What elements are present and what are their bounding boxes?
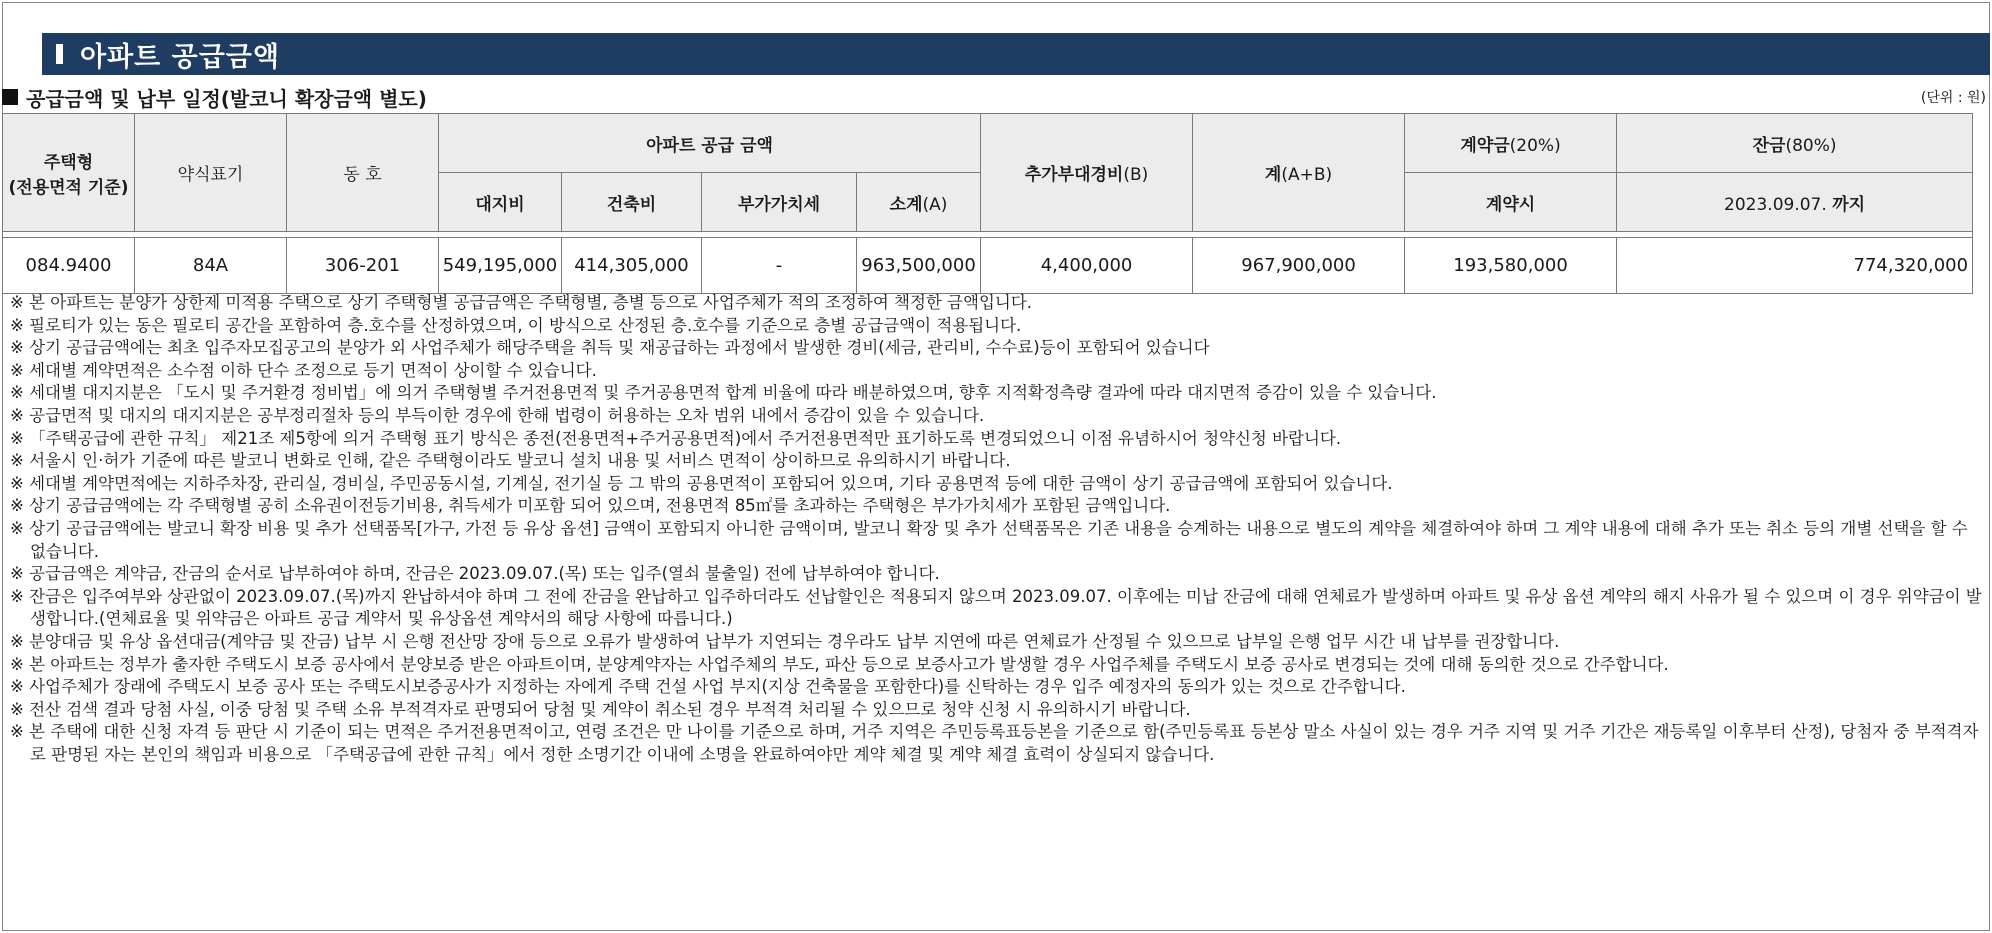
- cell-abbrev: 84A: [135, 238, 287, 294]
- cell-total: 967,900,000: [1193, 238, 1405, 294]
- note-item: ※ 잔금은 입주여부와 상관없이 2023.09.07.(목)까지 완납하셔야 하며 그 전에 잔금을 완납하고 입주하더라도 선납할인은 적용되지 않으며 2023.09.07. 이후에는 미납 잔금에 대해 연체료가 발생하며 아파트 및 유상 옵션 계약의 해지 사유가 될 수 있으며 이 경우 위약금이 발생합니다.(연체료율 및 위약금은 아파트 공급 계약서 및 유상옵션 계약서의 해당 사항에 따릅니다.): [10, 586, 1982, 629]
- header-unit: 동 호: [287, 114, 439, 232]
- header-deposit-when: 계약시: [1405, 173, 1617, 232]
- note-item: ※ 전산 검색 결과 당첨 사실, 이중 당첨 및 주택 소유 부적격자로 판명되어 당첨 및 계약이 취소된 경우 부적격 처리될 수 있으므로 청약 신청 시 유의하시기 바랍니다.: [10, 699, 1191, 719]
- header-subtotal: 소계(A): [857, 173, 981, 232]
- unit-label: (단위 : 원): [1920, 90, 1986, 106]
- cell-land: 549,195,000: [439, 238, 562, 294]
- note-item: ※ 공급금액은 계약금, 잔금의 순서로 납부하여야 하며, 잔금은 2023.09.07.(목) 또는 입주(열쇠 불출일) 전에 납부하여야 합니다.: [10, 564, 940, 584]
- cell-vat: -: [702, 238, 857, 294]
- note-item: ※ 세대별 대지지분은 「도시 및 주거환경 정비법」에 의거 주택형별 주거전용면적 및 주거공용면적 합계 비율에 따라 배분하였으며, 향후 지적확정측량 결과에 따라 대지면적 증감이 있을 수 있습니다.: [10, 383, 1437, 403]
- header-land: 대지비: [439, 173, 562, 232]
- header-type-sub: (전용면적 기준): [8, 177, 129, 198]
- cell-subtotal: 963,500,000: [857, 238, 981, 294]
- header-type: [3, 114, 135, 232]
- header-supply-group: 아파트 공급 금액: [439, 114, 981, 173]
- note-item: ※ 본 주택에 대한 신청 자격 등 판단 시 기준이 되는 면적은 주거전용면적이고, 연령 조건은 만 나이를 기준으로 하며, 거주 지역은 주민등록표등본을 기준으로 함(주민등록표 등본상 말소 사실이 있는 경우 거주 지역 및 거주 기간은 재등록일 이후부터 산정), 당첨자 중 부적격자로 판명된 자는 본인의 책임과 비용으로 「주택공급에 관한 규칙」에서 정한 소명기간 이내에 소명을 완료하여야만 계약 체결 및 계약 체결 효력이 상실되지 않습니다.: [10, 722, 1979, 764]
- note-item: ※ 필로티가 있는 동은 필로티 공간을 포함하여 층.호수를 산정하였으며, 이 방식으로 산정된 층.호수를 기준으로 층별 공급금액이 적용됩니다.: [10, 315, 1022, 335]
- subheading-text: 공급금액 및 납부 일정(발코니 확장금액 별도): [26, 86, 427, 111]
- header-vat: 부가가치세: [702, 173, 857, 232]
- banner-bar-icon: [56, 44, 63, 64]
- cell-building: 414,305,000: [562, 238, 702, 294]
- note-item: ※ 세대별 계약면적에는 지하주차장, 관리실, 경비실, 주민공동시설, 기계실, 전기실 등 그 밖의 공용면적이 포함되어 있으며, 기타 공용면적 등에 대한 금액이 상기 공급금액에 포함되어 있습니다.: [10, 473, 1393, 493]
- banner-title: 아파트 공급금액: [80, 41, 280, 73]
- note-item: ※ 상기 공급금액에는 각 주택형별 공히 소유권이전등기비용, 취득세가 미포함 되어 있으며, 전용면적 85㎡를 초과하는 주택형은 부가가치세가 포함된 금액입니다.: [10, 496, 1171, 516]
- subheading: [2, 85, 1990, 109]
- header-building: 건축비: [562, 173, 702, 232]
- note-item: ※ 분양대금 및 유상 옵션대금(계약금 및 잔금) 납부 시 은행 전산망 장애 등으로 오류가 발생하여 납부가 지연되는 경우라도 납부 지연에 따른 연체료가 산정될 수 있으므로 납부일 은행 업무 시간 내 납부를 권장합니다.: [10, 631, 1560, 651]
- cell-unit: 306-201: [287, 238, 439, 294]
- section-banner: [42, 33, 1990, 75]
- notes-list: [10, 292, 1985, 766]
- note-item: ※ 상기 공급금액에는 발코니 확장 비용 및 추가 선택품목[가구, 가전 등 유상 옵션] 금액이 포함되지 아니한 금액이며, 발코니 확장 및 추가 선택품목은 기존 내용을 승계하는 내용으로 별도의 계약을 체결하여야 하며 그 계약 내용에 대해 추가 또는 취소 등의 개별 선택을 할 수 없습니다.: [10, 518, 1968, 561]
- note-item: ※ 본 아파트는 분양가 상한제 미적용 주택으로 상기 주택형별 공급금액은 주택형별, 층별 등으로 사업주체가 적의 조정하여 책정한 금액입니다.: [10, 293, 1033, 312]
- header-balance-when: 2023.09.07. 까지: [1617, 173, 1973, 232]
- cell-balance: 774,320,000: [1617, 238, 1973, 294]
- note-item: ※ 본 아파트는 정부가 출자한 주택도시 보증 공사에서 분양보증 받은 아파트이며, 분양계약자는 사업주체의 부도, 파산 등으로 보증사고가 발생할 경우 사업주체를 주택도시 보증 공사로 변경되는 것에 대해 동의한 것으로 간주합니다.: [10, 654, 1669, 674]
- note-item: ※ 서울시 인·허가 기준에 따른 발코니 변화로 인해, 같은 주택형이라도 발코니 설치 내용 및 서비스 면적이 상이하므로 유의하시기 바랍니다.: [10, 451, 1011, 471]
- note-item: ※ 「주택공급에 관한 규칙」 제21조 제5항에 의거 주택형 표기 방식은 종전(전용면적+주거공용면적)에서 주거전용면적만 표기하도록 변경되었으니 이점 유념하시어 청약신청 바랍니다.: [10, 428, 1342, 448]
- note-item: ※ 상기 공급금액에는 최초 입주자모집공고의 분양가 외 사업주체가 해당주택을 취득 및 재공급하는 과정에서 발생한 경비(세금, 관리비, 수수료)등이 포함되어 있습니다: [10, 338, 1210, 358]
- header-extra: 추가부대경비(B): [981, 114, 1193, 232]
- header-total: 계(A+B): [1193, 114, 1405, 232]
- header-deposit: 계약금(20%): [1405, 114, 1617, 173]
- header-type-label: 주택형: [43, 152, 94, 173]
- square-bullet-icon: [2, 89, 18, 105]
- note-item: ※ 사업주체가 장래에 주택도시 보증 공사 또는 주택도시보증공사가 지정하는 자에게 주택 건설 사업 부지(지상 건축물을 포함한다)를 신탁하는 경우 입주 예정자의 동의가 있는 것으로 간주합니다.: [10, 677, 1406, 697]
- header-balance: 잔금(80%): [1617, 114, 1973, 173]
- cell-deposit: 193,580,000: [1405, 238, 1617, 294]
- header-abbrev: 약식표기: [135, 114, 287, 232]
- note-item: ※ 공급면적 및 대지의 대지지분은 공부정리절차 등의 부득이한 경우에 한해 법령이 허용하는 오차 범위 내에서 증감이 있을 수 있습니다.: [10, 405, 985, 425]
- cell-type: 084.9400: [3, 238, 135, 294]
- note-item: ※ 세대별 계약면적은 소수점 이하 단수 조정으로 등기 면적이 상이할 수 있습니다.: [10, 360, 597, 380]
- cell-extra: 4,400,000: [981, 238, 1193, 294]
- subheading-title: [2, 83, 427, 112]
- supply-price-table: [2, 113, 1973, 294]
- table-row: [3, 238, 1973, 294]
